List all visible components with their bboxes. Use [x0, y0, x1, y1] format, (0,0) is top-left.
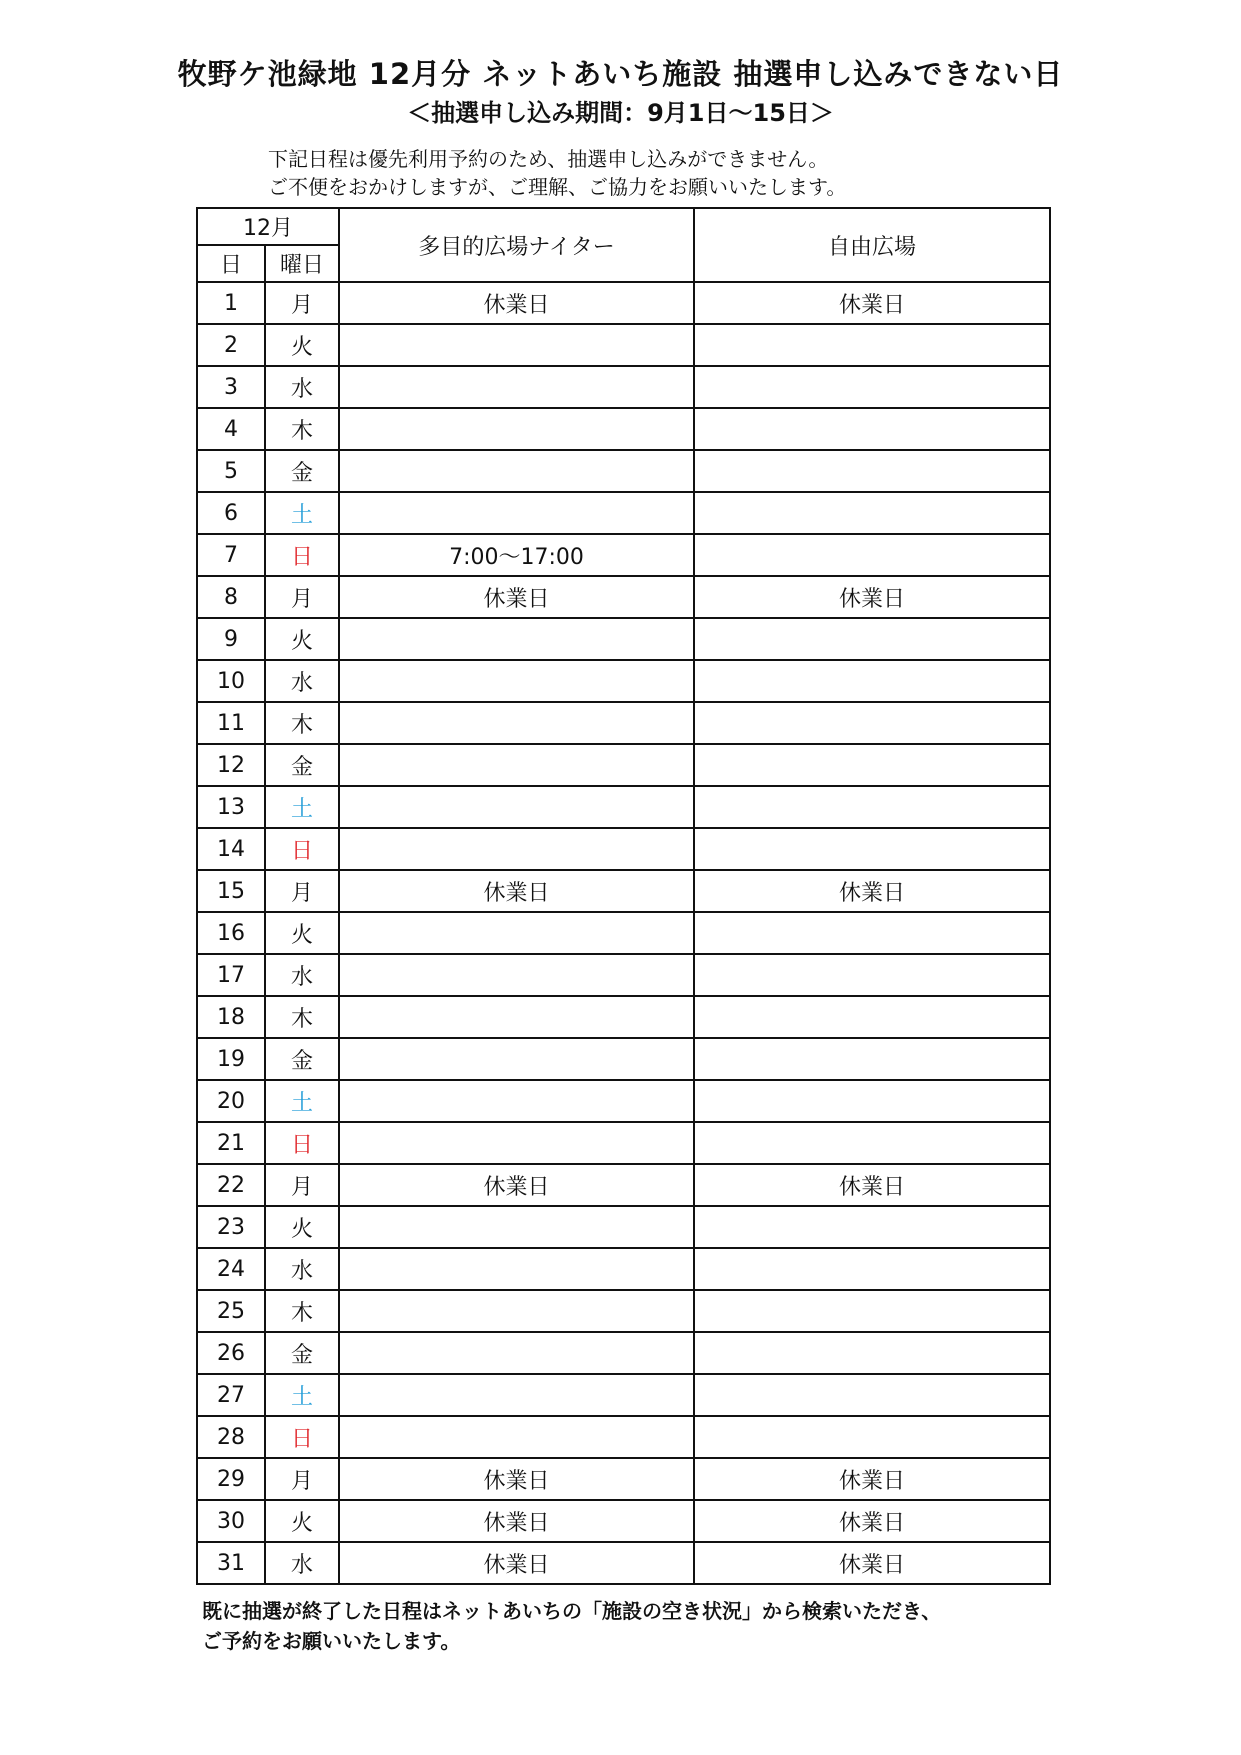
schedule-table — [196, 207, 1051, 1585]
day-cell: 7 — [197, 534, 265, 576]
table-row — [197, 408, 1050, 450]
day-cell: 12 — [197, 744, 265, 786]
weekday-cell: 金 — [265, 450, 339, 492]
table-row — [197, 870, 1050, 912]
weekday-cell: 月 — [265, 870, 339, 912]
footer-line-1: 既に抽選が終了した日程はネットあいちの「施設の空き状況」から検索いただき、 — [202, 1599, 942, 1623]
weekday-cell: 木 — [265, 1290, 339, 1332]
weekday-cell: 木 — [265, 408, 339, 450]
table-row — [197, 912, 1050, 954]
multipurpose-night-cell — [339, 786, 694, 828]
table-row — [197, 786, 1050, 828]
free-plaza-cell: 休業日 — [694, 1542, 1050, 1584]
day-cell: 15 — [197, 870, 265, 912]
free-plaza-cell — [694, 702, 1050, 744]
table-row — [197, 1500, 1050, 1542]
free-plaza-cell: 休業日 — [694, 576, 1050, 618]
multipurpose-night-cell — [339, 492, 694, 534]
multipurpose-night-cell — [339, 1080, 694, 1122]
day-cell: 31 — [197, 1542, 265, 1584]
day-cell: 6 — [197, 492, 265, 534]
weekday-cell: 火 — [265, 324, 339, 366]
day-cell: 23 — [197, 1206, 265, 1248]
multipurpose-night-cell — [339, 1416, 694, 1458]
day-cell: 25 — [197, 1290, 265, 1332]
multipurpose-night-cell: 7:00～17:00 — [339, 534, 694, 576]
day-cell: 24 — [197, 1248, 265, 1290]
day-cell: 4 — [197, 408, 265, 450]
multipurpose-night-cell — [339, 408, 694, 450]
day-cell: 10 — [197, 660, 265, 702]
weekday-cell: 木 — [265, 702, 339, 744]
table-row — [197, 1416, 1050, 1458]
weekday-cell: 土 — [265, 1080, 339, 1122]
free-plaza-cell: 休業日 — [694, 1458, 1050, 1500]
table-row — [197, 534, 1050, 576]
free-plaza-cell — [694, 828, 1050, 870]
free-plaza-cell: 休業日 — [694, 282, 1050, 324]
free-plaza-cell — [694, 618, 1050, 660]
free-plaza-cell — [694, 366, 1050, 408]
table-row — [197, 618, 1050, 660]
free-plaza-cell — [694, 954, 1050, 996]
day-cell: 18 — [197, 996, 265, 1038]
multipurpose-night-cell — [339, 954, 694, 996]
weekday-cell: 木 — [265, 996, 339, 1038]
multipurpose-night-cell — [339, 1038, 694, 1080]
day-cell: 1 — [197, 282, 265, 324]
weekday-cell: 火 — [265, 618, 339, 660]
table-row — [197, 366, 1050, 408]
weekday-cell: 月 — [265, 1164, 339, 1206]
table-row — [197, 576, 1050, 618]
day-cell: 29 — [197, 1458, 265, 1500]
table-row — [197, 1248, 1050, 1290]
table-row — [197, 1542, 1050, 1584]
day-cell: 28 — [197, 1416, 265, 1458]
free-plaza-cell — [694, 1248, 1050, 1290]
day-header: 日 — [197, 245, 265, 282]
weekday-cell: 火 — [265, 1500, 339, 1542]
table-row — [197, 1290, 1050, 1332]
weekday-cell: 日 — [265, 828, 339, 870]
weekday-cell: 日 — [265, 1122, 339, 1164]
footer-line-2: ご予約をお願いいたします。 — [202, 1629, 461, 1653]
free-plaza-cell: 休業日 — [694, 870, 1050, 912]
table-row — [197, 1122, 1050, 1164]
day-cell: 19 — [197, 1038, 265, 1080]
day-cell: 22 — [197, 1164, 265, 1206]
free-plaza-cell — [694, 912, 1050, 954]
weekday-cell: 水 — [265, 660, 339, 702]
multipurpose-night-cell — [339, 450, 694, 492]
free-plaza-cell: 休業日 — [694, 1164, 1050, 1206]
weekday-cell: 日 — [265, 1416, 339, 1458]
table-row — [197, 1332, 1050, 1374]
free-plaza-cell — [694, 1080, 1050, 1122]
day-cell: 13 — [197, 786, 265, 828]
day-cell: 8 — [197, 576, 265, 618]
multipurpose-night-cell: 休業日 — [339, 1458, 694, 1500]
day-cell: 5 — [197, 450, 265, 492]
multipurpose-night-cell — [339, 1332, 694, 1374]
multipurpose-night-cell — [339, 366, 694, 408]
table-row — [197, 702, 1050, 744]
free-plaza-cell — [694, 1332, 1050, 1374]
month-header: 12月 — [197, 208, 339, 245]
day-cell: 16 — [197, 912, 265, 954]
table-row — [197, 996, 1050, 1038]
free-plaza-cell — [694, 492, 1050, 534]
weekday-cell: 水 — [265, 1248, 339, 1290]
weekday-cell: 水 — [265, 1542, 339, 1584]
multipurpose-night-cell — [339, 618, 694, 660]
free-plaza-cell — [694, 1038, 1050, 1080]
free-plaza-cell — [694, 1290, 1050, 1332]
weekday-cell: 土 — [265, 786, 339, 828]
table-row — [197, 450, 1050, 492]
multipurpose-night-cell: 休業日 — [339, 282, 694, 324]
free-plaza-cell: 休業日 — [694, 1500, 1050, 1542]
multipurpose-night-cell: 休業日 — [339, 1500, 694, 1542]
weekday-cell: 火 — [265, 912, 339, 954]
day-cell: 9 — [197, 618, 265, 660]
multipurpose-night-cell: 休業日 — [339, 1542, 694, 1584]
table-row — [197, 1164, 1050, 1206]
weekday-cell: 月 — [265, 282, 339, 324]
weekday-cell: 金 — [265, 1332, 339, 1374]
notice-line-2: ご不便をおかけしますが、ご理解、ご協力をお願いいたします。 — [268, 175, 847, 199]
free-plaza-cell — [694, 1122, 1050, 1164]
multipurpose-night-cell — [339, 744, 694, 786]
multipurpose-night-cell — [339, 828, 694, 870]
weekday-cell: 水 — [265, 366, 339, 408]
table-row — [197, 1038, 1050, 1080]
day-cell: 21 — [197, 1122, 265, 1164]
multipurpose-night-cell — [339, 996, 694, 1038]
table-row — [197, 828, 1050, 870]
page-title: 牧野ケ池緑地 12月分 ネットあいち施設 抽選申し込みできない日 — [177, 57, 1064, 91]
free-plaza-cell — [694, 324, 1050, 366]
weekday-cell: 土 — [265, 1374, 339, 1416]
table-row — [197, 1206, 1050, 1248]
schedule-rows — [197, 282, 1050, 1584]
day-cell: 20 — [197, 1080, 265, 1122]
table-row — [197, 1458, 1050, 1500]
day-cell: 2 — [197, 324, 265, 366]
weekday-cell: 土 — [265, 492, 339, 534]
table-row — [197, 324, 1050, 366]
multipurpose-night-cell — [339, 1374, 694, 1416]
day-cell: 3 — [197, 366, 265, 408]
weekday-cell: 水 — [265, 954, 339, 996]
free-plaza-cell — [694, 408, 1050, 450]
multipurpose-night-cell — [339, 1290, 694, 1332]
column-header-free-plaza: 自由広場 — [694, 208, 1050, 282]
day-cell: 14 — [197, 828, 265, 870]
multipurpose-night-cell: 休業日 — [339, 576, 694, 618]
notice-line-1: 下記日程は優先利用予約のため、抽選申し込みができません。 — [268, 147, 829, 171]
table-row — [197, 492, 1050, 534]
table-row — [197, 660, 1050, 702]
weekday-cell: 金 — [265, 744, 339, 786]
free-plaza-cell — [694, 660, 1050, 702]
multipurpose-night-cell — [339, 1206, 694, 1248]
day-cell: 27 — [197, 1374, 265, 1416]
table-row — [197, 1080, 1050, 1122]
free-plaza-cell — [694, 1374, 1050, 1416]
multipurpose-night-cell: 休業日 — [339, 1164, 694, 1206]
weekday-cell: 日 — [265, 534, 339, 576]
weekday-header: 曜日 — [265, 245, 339, 282]
weekday-cell: 月 — [265, 1458, 339, 1500]
column-header-multipurpose-night: 多目的広場ナイター — [339, 208, 694, 282]
multipurpose-night-cell: 休業日 — [339, 870, 694, 912]
multipurpose-night-cell — [339, 1122, 694, 1164]
weekday-cell: 火 — [265, 1206, 339, 1248]
multipurpose-night-cell — [339, 1248, 694, 1290]
day-cell: 26 — [197, 1332, 265, 1374]
free-plaza-cell — [694, 786, 1050, 828]
free-plaza-cell — [694, 534, 1050, 576]
free-plaza-cell — [694, 744, 1050, 786]
multipurpose-night-cell — [339, 324, 694, 366]
weekday-cell: 月 — [265, 576, 339, 618]
day-cell: 17 — [197, 954, 265, 996]
multipurpose-night-cell — [339, 912, 694, 954]
free-plaza-cell — [694, 450, 1050, 492]
application-period: ＜抽選申し込み期間：9月1日～15日＞ — [407, 99, 834, 127]
weekday-cell: 金 — [265, 1038, 339, 1080]
day-cell: 11 — [197, 702, 265, 744]
table-row — [197, 954, 1050, 996]
table-row — [197, 282, 1050, 324]
free-plaza-cell — [694, 1416, 1050, 1458]
multipurpose-night-cell — [339, 660, 694, 702]
day-cell: 30 — [197, 1500, 265, 1542]
free-plaza-cell — [694, 1206, 1050, 1248]
multipurpose-night-cell — [339, 702, 694, 744]
free-plaza-cell — [694, 996, 1050, 1038]
table-row — [197, 744, 1050, 786]
table-row — [197, 1374, 1050, 1416]
